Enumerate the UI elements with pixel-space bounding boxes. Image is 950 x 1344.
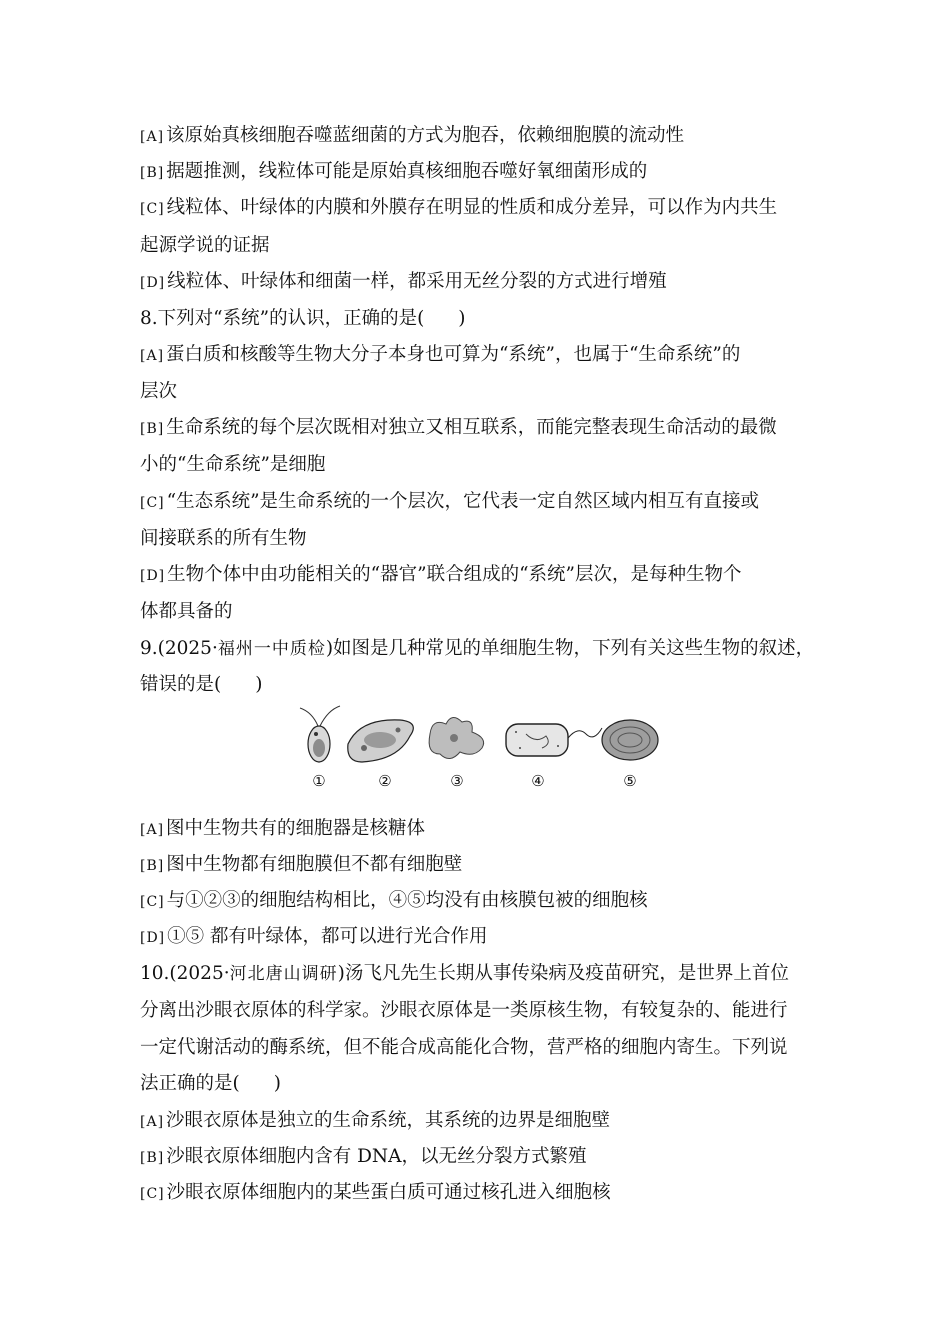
figure-label-1: ① <box>312 772 326 790</box>
option-text: “生态系统”是生命系统的一个层次，它代表一定自然区域内相互有直接或 <box>166 491 760 512</box>
option-text: 线粒体、叶绿体和细菌一样，都采用无丝分裂的方式进行增殖 <box>167 271 667 292</box>
option-label: [A] <box>140 822 165 838</box>
q10-option-b <box>140 1145 586 1170</box>
q8-option-c-cont: 间接联系的所有生物 <box>140 528 307 549</box>
q9-option-b <box>140 853 462 878</box>
question-source: 福州一中质检 <box>217 639 326 659</box>
q8-option-d <box>140 563 742 588</box>
option-label: [A] <box>140 129 165 145</box>
option-label: [A] <box>140 348 165 364</box>
q7-option-a <box>140 124 684 149</box>
q8-option-d-cont: 体都具备的 <box>140 601 233 622</box>
bacterium-image <box>506 724 602 756</box>
option-text: ①⑤ 都有叶绿体，都可以进行光合作用 <box>167 926 488 947</box>
paramecium-image <box>348 720 414 762</box>
q9-option-d <box>140 925 488 950</box>
figure-label-5: ⑤ <box>623 772 637 790</box>
q9-stem: 9.(2025·福州一中质检)如图是几种常见的单细胞生物，下列有关这些生物的叙述， <box>140 638 815 659</box>
figure-label-3: ③ <box>450 772 464 790</box>
option-text: 沙眼衣原体是独立的生命系统，其系统的边界是细胞壁 <box>166 1110 611 1131</box>
option-text: 图中生物共有的细胞器是核糖体 <box>166 818 426 839</box>
q8-option-b-cont: 小的“生命系统”是细胞 <box>140 454 326 475</box>
q10-stem-line2: 分离出沙眼衣原体的科学家。沙眼衣原体是一类原核生物，有较复杂的、能进行 <box>140 1000 788 1021</box>
option-text: 线粒体、叶绿体的内膜和外膜存在明显的性质和成分差异，可以作为内共生 <box>166 197 778 218</box>
option-label: [C] <box>140 1186 165 1202</box>
cyanobacterium-image <box>602 720 658 760</box>
q10-option-c <box>140 1181 611 1206</box>
q9-stem-cont: 错误的是( ) <box>140 674 263 695</box>
option-label: [D] <box>140 930 166 946</box>
chlamydomonas-image <box>300 706 340 762</box>
option-text: 蛋白质和核酸等生物大分子本身也可算为“系统”，也属于“生命系统”的 <box>166 344 741 365</box>
option-label: [C] <box>140 495 165 511</box>
q8-stem: 8.下列对“系统”的认识，正确的是( ) <box>140 308 466 329</box>
q10-option-a <box>140 1109 610 1134</box>
q8-option-b <box>140 416 777 441</box>
q9-option-c <box>140 889 648 914</box>
option-text: 与①②③的细胞结构相比，④⑤均没有由核膜包被的细胞核 <box>166 890 648 911</box>
q8-option-a <box>140 343 740 368</box>
q10-stem-line3: 一定代谢活动的酶系统，但不能合成高能化合物，营严格的细胞内寄生。下列说 <box>140 1037 788 1058</box>
option-label: [B] <box>140 858 165 874</box>
option-label: [A] <box>140 1114 165 1130</box>
amoeba-image <box>429 717 484 758</box>
q9-option-a <box>140 817 425 842</box>
option-text: 沙眼衣原体细胞内含有 DNA，以无丝分裂方式繁殖 <box>166 1146 587 1167</box>
figure-label-2: ② <box>378 772 392 790</box>
option-label: [C] <box>140 894 165 910</box>
q8-option-c <box>140 490 759 515</box>
option-text: 该原始真核细胞吞噬蓝细菌的方式为胞吞，依赖细胞膜的流动性 <box>166 125 685 146</box>
option-label: [B] <box>140 1150 165 1166</box>
option-label: [C] <box>140 201 165 217</box>
q7-option-c-cont: 起源学说的证据 <box>140 235 270 256</box>
option-text: 沙眼衣原体细胞内的某些蛋白质可通过核孔进入细胞核 <box>166 1182 611 1203</box>
q7-option-c <box>140 196 777 221</box>
option-text: 据题推测，线粒体可能是原始真核细胞吞噬好氧细菌形成的 <box>166 161 648 182</box>
q7-option-b <box>140 160 647 185</box>
figure-label-4: ④ <box>531 772 545 790</box>
q10-stem-line4: 法正确的是( ) <box>140 1073 281 1094</box>
organisms-illustration <box>290 704 670 774</box>
option-text: 生物个体中由功能相关的“器官”联合组成的“系统”层次，是每种生物个 <box>167 564 742 585</box>
q7-option-d <box>140 270 667 295</box>
question-source: 河北唐山调研 <box>229 964 338 984</box>
q10-stem: 10.(2025·河北唐山调研)汤飞凡先生长期从事传染病及疫苗研究，是世界上首位 <box>140 963 789 984</box>
option-label: [B] <box>140 421 165 437</box>
option-label: [D] <box>140 275 166 291</box>
option-label: [D] <box>140 568 166 584</box>
option-label: [B] <box>140 165 165 181</box>
single-cell-organisms-figure <box>290 704 670 796</box>
q8-option-a-cont: 层次 <box>140 381 178 402</box>
option-text: 生命系统的每个层次既相对独立又相互联系，而能完整表现生命活动的最微 <box>166 417 777 438</box>
option-text: 图中生物都有细胞膜但不都有细胞壁 <box>166 854 463 875</box>
